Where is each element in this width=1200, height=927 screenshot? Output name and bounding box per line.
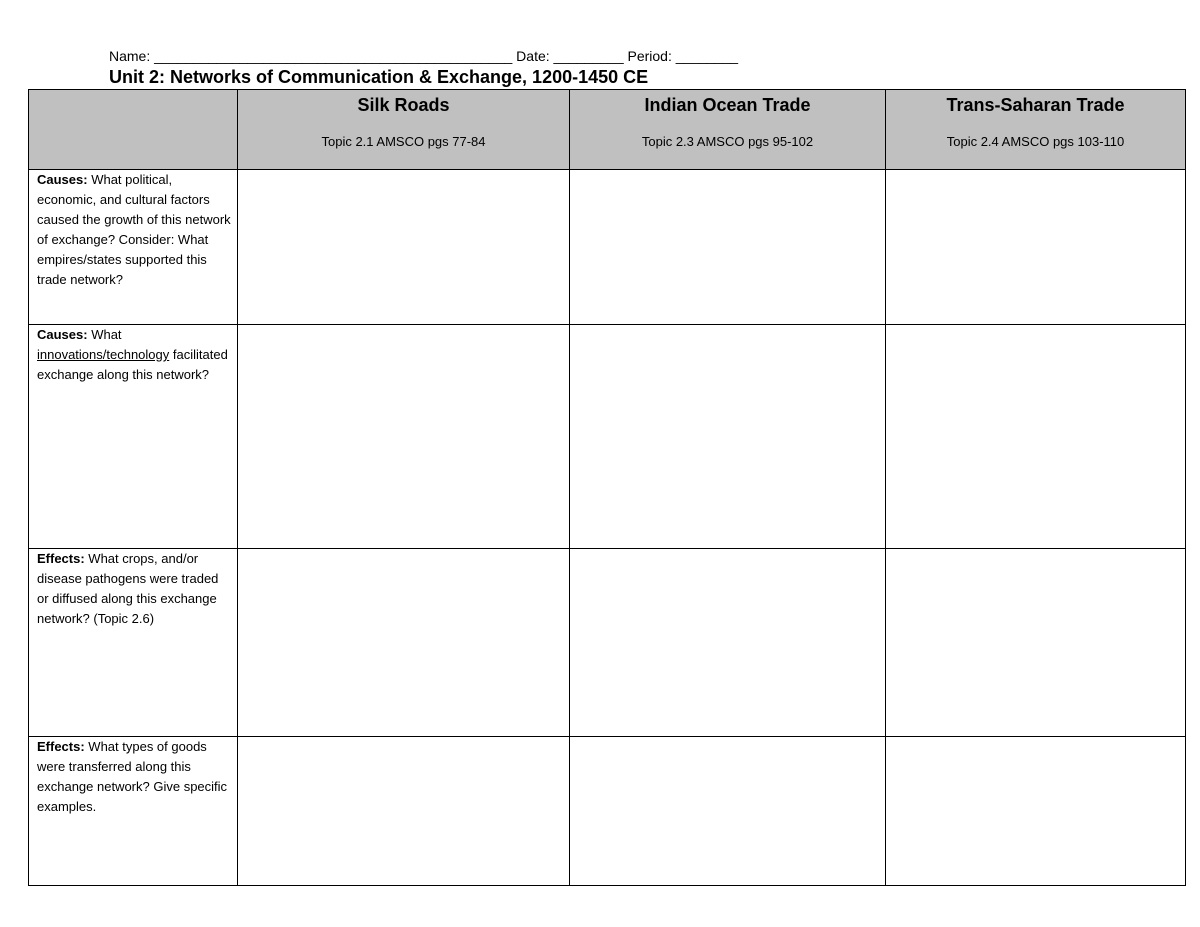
table-header-row <box>29 90 1186 170</box>
question-text: What crops, and/or disease pathogens were traded or diffused along this exchange network? (Topic 2.6) <box>37 551 219 626</box>
name-date-period-line: Name: ______________________________________________ Date: _________ Period: ________ <box>109 48 739 64</box>
column-topic: Topic 2.4 AMSCO pgs 103-110 <box>946 134 1125 149</box>
answer-cell[interactable] <box>238 170 570 325</box>
column-header-trans-saharan <box>886 90 1186 170</box>
question-label: Effects: <box>37 739 85 754</box>
answer-cell[interactable] <box>238 325 570 549</box>
question-text: What <box>87 327 122 342</box>
table-row <box>29 325 1186 549</box>
worksheet-title: Unit 2: Networks of Communication & Exchange, 1200-1450 CE <box>109 67 649 87</box>
answer-cell[interactable] <box>570 325 886 549</box>
table-row <box>29 549 1186 737</box>
answer-cell[interactable] <box>886 549 1186 737</box>
column-header-indian-ocean <box>570 90 886 170</box>
question-text-underlined: innovations/technology <box>37 347 170 362</box>
answer-cell[interactable] <box>886 737 1186 886</box>
column-name: Trans-Saharan Trade <box>946 95 1125 115</box>
answer-cell[interactable] <box>570 737 886 886</box>
comparison-table <box>28 89 1186 886</box>
column-name: Indian Ocean Trade <box>644 95 811 115</box>
answer-cell[interactable] <box>570 549 886 737</box>
answer-cell[interactable] <box>886 170 1186 325</box>
question-cell <box>29 737 238 886</box>
answer-cell[interactable] <box>238 549 570 737</box>
answer-cell[interactable] <box>886 325 1186 549</box>
question-label: Causes: <box>37 172 88 187</box>
column-header-silk-roads <box>238 90 570 170</box>
question-label: Causes: <box>37 327 88 342</box>
column-topic: Topic 2.1 AMSCO pgs 77-84 <box>321 134 486 149</box>
answer-cell[interactable] <box>238 737 570 886</box>
question-cell <box>29 549 238 737</box>
question-label: Effects: <box>37 551 85 566</box>
header-corner-cell <box>29 90 238 170</box>
question-cell <box>29 170 238 325</box>
table-row <box>29 737 1186 886</box>
answer-cell[interactable] <box>570 170 886 325</box>
column-name: Silk Roads <box>357 95 450 115</box>
question-cell <box>29 325 238 549</box>
question-text: What political, economic, and cultural factors caused the growth of this network of exchange? Consider: What empires/states supported this trade network? <box>37 172 231 287</box>
table-row <box>29 170 1186 325</box>
column-topic: Topic 2.3 AMSCO pgs 95-102 <box>641 134 814 149</box>
question-text: What types of goods were transferred along this exchange network? Give specific examples. <box>37 739 228 814</box>
question-text: facilitated exchange along this network? <box>37 347 228 382</box>
